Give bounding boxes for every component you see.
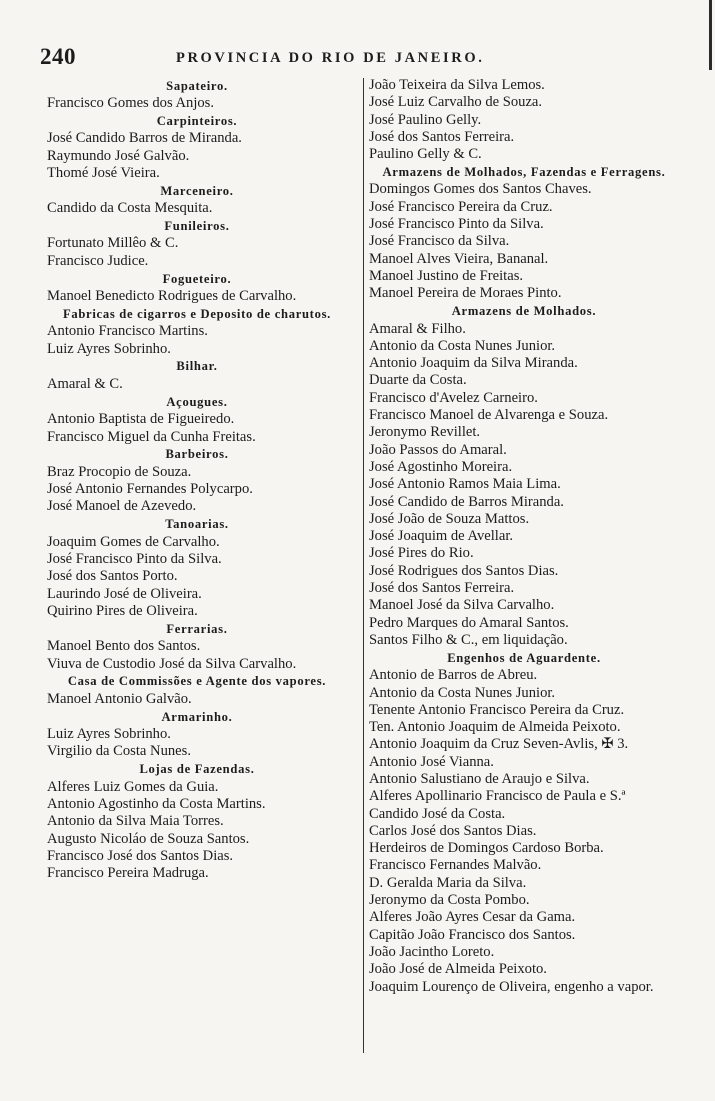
directory-entry: José dos Santos Ferreira. [369,580,515,597]
directory-entry: Santos Filho & C., em liquidação. [369,631,568,648]
directory-entry: Antonio Baptista de Figueiredo. [47,411,235,428]
directory-entry: Antonio Agostinho da Costa Martins. [47,796,266,813]
directory-entry: José dos Santos Porto. [47,568,178,585]
directory-entry: José Paulino Gelly. [369,111,482,128]
directory-entry: Francisco Miguel da Cunha Freitas. [47,428,256,445]
section-heading: Ferrarias. [166,621,228,636]
directory-entry: Luiz Ayres Sobrinho. [47,726,171,743]
directory-entry: Francisco d'Avelez Carneiro. [369,389,538,406]
section-heading: Marceneiro. [160,183,234,198]
directory-entry: Thomé José Vieira. [47,164,160,181]
directory-entry: Antonio Francisco Martins. [47,323,208,340]
directory-entry: Francisco Gomes dos Anjos. [47,95,215,111]
section-heading: Sapateiro. [166,78,228,93]
directory-entry: José Pires do Rio. [369,545,474,562]
directory-entry: Luiz Ayres Sobrinho. [47,340,171,357]
section-heading: Fabricas de cigarros e Deposito de charutos. [62,306,332,321]
section-heading: Carpinteiros. [156,113,238,128]
directory-entry: José Candido Barros de Miranda. [47,130,242,147]
directory-entry: José dos Santos Ferreira. [369,128,515,145]
directory-entry: João Passos do Amaral. [369,441,507,458]
directory-entry: José Candido de Barros Miranda. [369,493,564,510]
section-heading: Armarinho. [161,709,233,724]
directory-entry: Francisco Manoel de Alvarenga e Souza. [369,407,609,424]
directory-entry: Laurindo José de Oliveira. [47,585,202,602]
section-heading: Casa de Commissões e Agente dos vapores. [67,674,327,689]
directory-entry: Candido da Costa Mesquita. [47,200,213,217]
directory-entry: José Rodrigues dos Santos Dias. [369,562,559,579]
directory-entry: Manoel Antonio Galvão. [47,690,192,707]
directory-entry: José Manoel de Azevedo. [47,498,197,515]
directory-entry: Joaquim Lourenço de Oliveira, engenho a vapor. [369,978,654,995]
page-number: 240 [40,44,76,69]
directory-entry: José Joaquim de Avellar. [369,528,514,545]
directory-entry: Jeronymo Revillet. [369,424,481,441]
directory-entry: Carlos José dos Santos Dias. [369,822,537,839]
column-divider [363,78,364,1053]
directory-entry: José Francisco Pereira da Cruz. [369,198,553,215]
directory-entry: Viuva de Custodio José da Silva Carvalho. [47,655,297,672]
directory-entry: Alferes Luiz Gomes da Guia. [47,778,219,795]
directory-entry: João Jacintho Loreto. [369,943,495,960]
section-heading: Funileiros. [164,218,230,233]
page-header [40,44,695,74]
directory-entry: José Antonio Fernandes Polycarpo. [47,481,253,498]
left-column [47,77,347,883]
directory-entry: José Agostinho Moreira. [369,458,513,475]
directory-entry: Manoel Alves Vieira, Bananal. [369,250,549,267]
directory-entry: Francisco Fernandes Malvão. [369,857,542,874]
directory-entry: Candido José da Costa. [369,805,506,822]
section-heading: Barbeiros. [165,447,229,462]
directory-entry: Antonio Salustiano de Araujo e Silva. [369,770,590,787]
directory-entry: Alferes João Ayres Cesar da Gama. [369,909,576,926]
directory-entry: Augusto Nicoláo de Souza Santos. [47,830,250,847]
directory-entry: Manoel Benedicto Rodrigues de Carvalho. [47,288,297,305]
directory-entry: Antonio Joaquim da Cruz Seven-Avlis, ✠ 3. [369,736,629,753]
directory-entry: Quirino Pires de Oliveira. [47,602,198,619]
directory-entry: Amaral & Filho. [369,320,466,337]
directory-entry: Tenente Antonio Francisco Pereira da Cruz. [369,701,625,718]
directory-entry: Braz Procopio de Souza. [47,463,192,480]
directory-entry: João Teixeira da Silva Lemos. [369,77,545,93]
section-heading: Lojas de Fazendas. [139,762,255,777]
directory-entry: D. Geralda Maria da Silva. [369,874,527,891]
directory-entry: Duarte da Costa. [369,372,467,389]
directory-entry: José Antonio Ramos Maia Lima. [369,476,561,493]
section-heading: Armazens de Molhados. [451,304,597,319]
directory-entry: José Francisco da Silva. [369,233,510,250]
section-heading: Tanoarias. [165,517,229,532]
directory-entry: Antonio de Barros de Abreu. [369,667,538,684]
directory-entry: Herdeiros de Domingos Cardoso Borba. [369,840,604,857]
right-column [369,77,679,996]
directory-entry: Raymundo José Galvão. [47,147,190,164]
directory-entry: José Francisco Pinto da Silva. [47,551,222,568]
directory-entry: Joaquim Gomes de Carvalho. [47,533,220,550]
directory-entry: Francisco Pereira Madruga. [47,865,209,882]
directory-entry: Pedro Marques do Amaral Santos. [369,614,569,631]
directory-entry: Manoel José da Silva Carvalho. [369,597,555,614]
directory-entry: Francisco Judice. [47,252,149,269]
directory-entry: Ten. Antonio Joaquim de Almeida Peixoto. [369,719,621,736]
directory-entry: Alferes Apollinario Francisco de Paula e S.ª [369,788,626,805]
directory-entry: Antonio da Costa Nunes Junior. [369,684,556,701]
section-heading: Engenhos de Aguardente. [447,650,601,665]
directory-entry: João José de Almeida Peixoto. [369,961,547,978]
directory-entry: Jeronymo da Costa Pombo. [369,892,530,909]
directory-entry: José João de Souza Mattos. [369,510,530,527]
page-edge-mark [709,0,712,70]
directory-entry: Antonio da Silva Maia Torres. [47,813,224,830]
directory-entry: Capitão João Francisco dos Santos. [369,926,576,943]
directory-entry: Amaral & C. [47,375,123,392]
directory-entry: José Luiz Carvalho de Souza. [369,94,543,111]
directory-entry: Manoel Justino de Freitas. [369,267,524,284]
section-heading: Fogueteiro. [162,271,232,286]
directory-entry: José Francisco Pinto da Silva. [369,216,544,233]
section-heading: Açougues. [166,394,228,409]
section-heading: Bilhar. [176,359,218,374]
directory-entry: Virgilio da Costa Nunes. [47,743,191,760]
directory-entry: Antonio da Costa Nunes Junior. [369,337,556,354]
directory-entry: Manoel Bento dos Santos. [47,638,201,655]
directory-entry: Fortunato Millêo & C. [47,235,179,252]
directory-entry: Antonio Joaquim da Silva Miranda. [369,355,578,372]
directory-entry: Manoel Pereira de Moraes Pinto. [369,285,562,302]
directory-entry: Paulino Gelly & C. [369,146,482,163]
directory-entry: Domingos Gomes dos Santos Chaves. [369,181,592,198]
section-heading: Armazens de Molhados, Fazendas e Ferragens. [382,164,666,179]
running-title: PROVINCIA DO RIO DE JANEIRO. [176,50,485,66]
directory-entry: Francisco José dos Santos Dias. [47,847,234,864]
directory-entry: Antonio José Vianna. [369,753,494,770]
